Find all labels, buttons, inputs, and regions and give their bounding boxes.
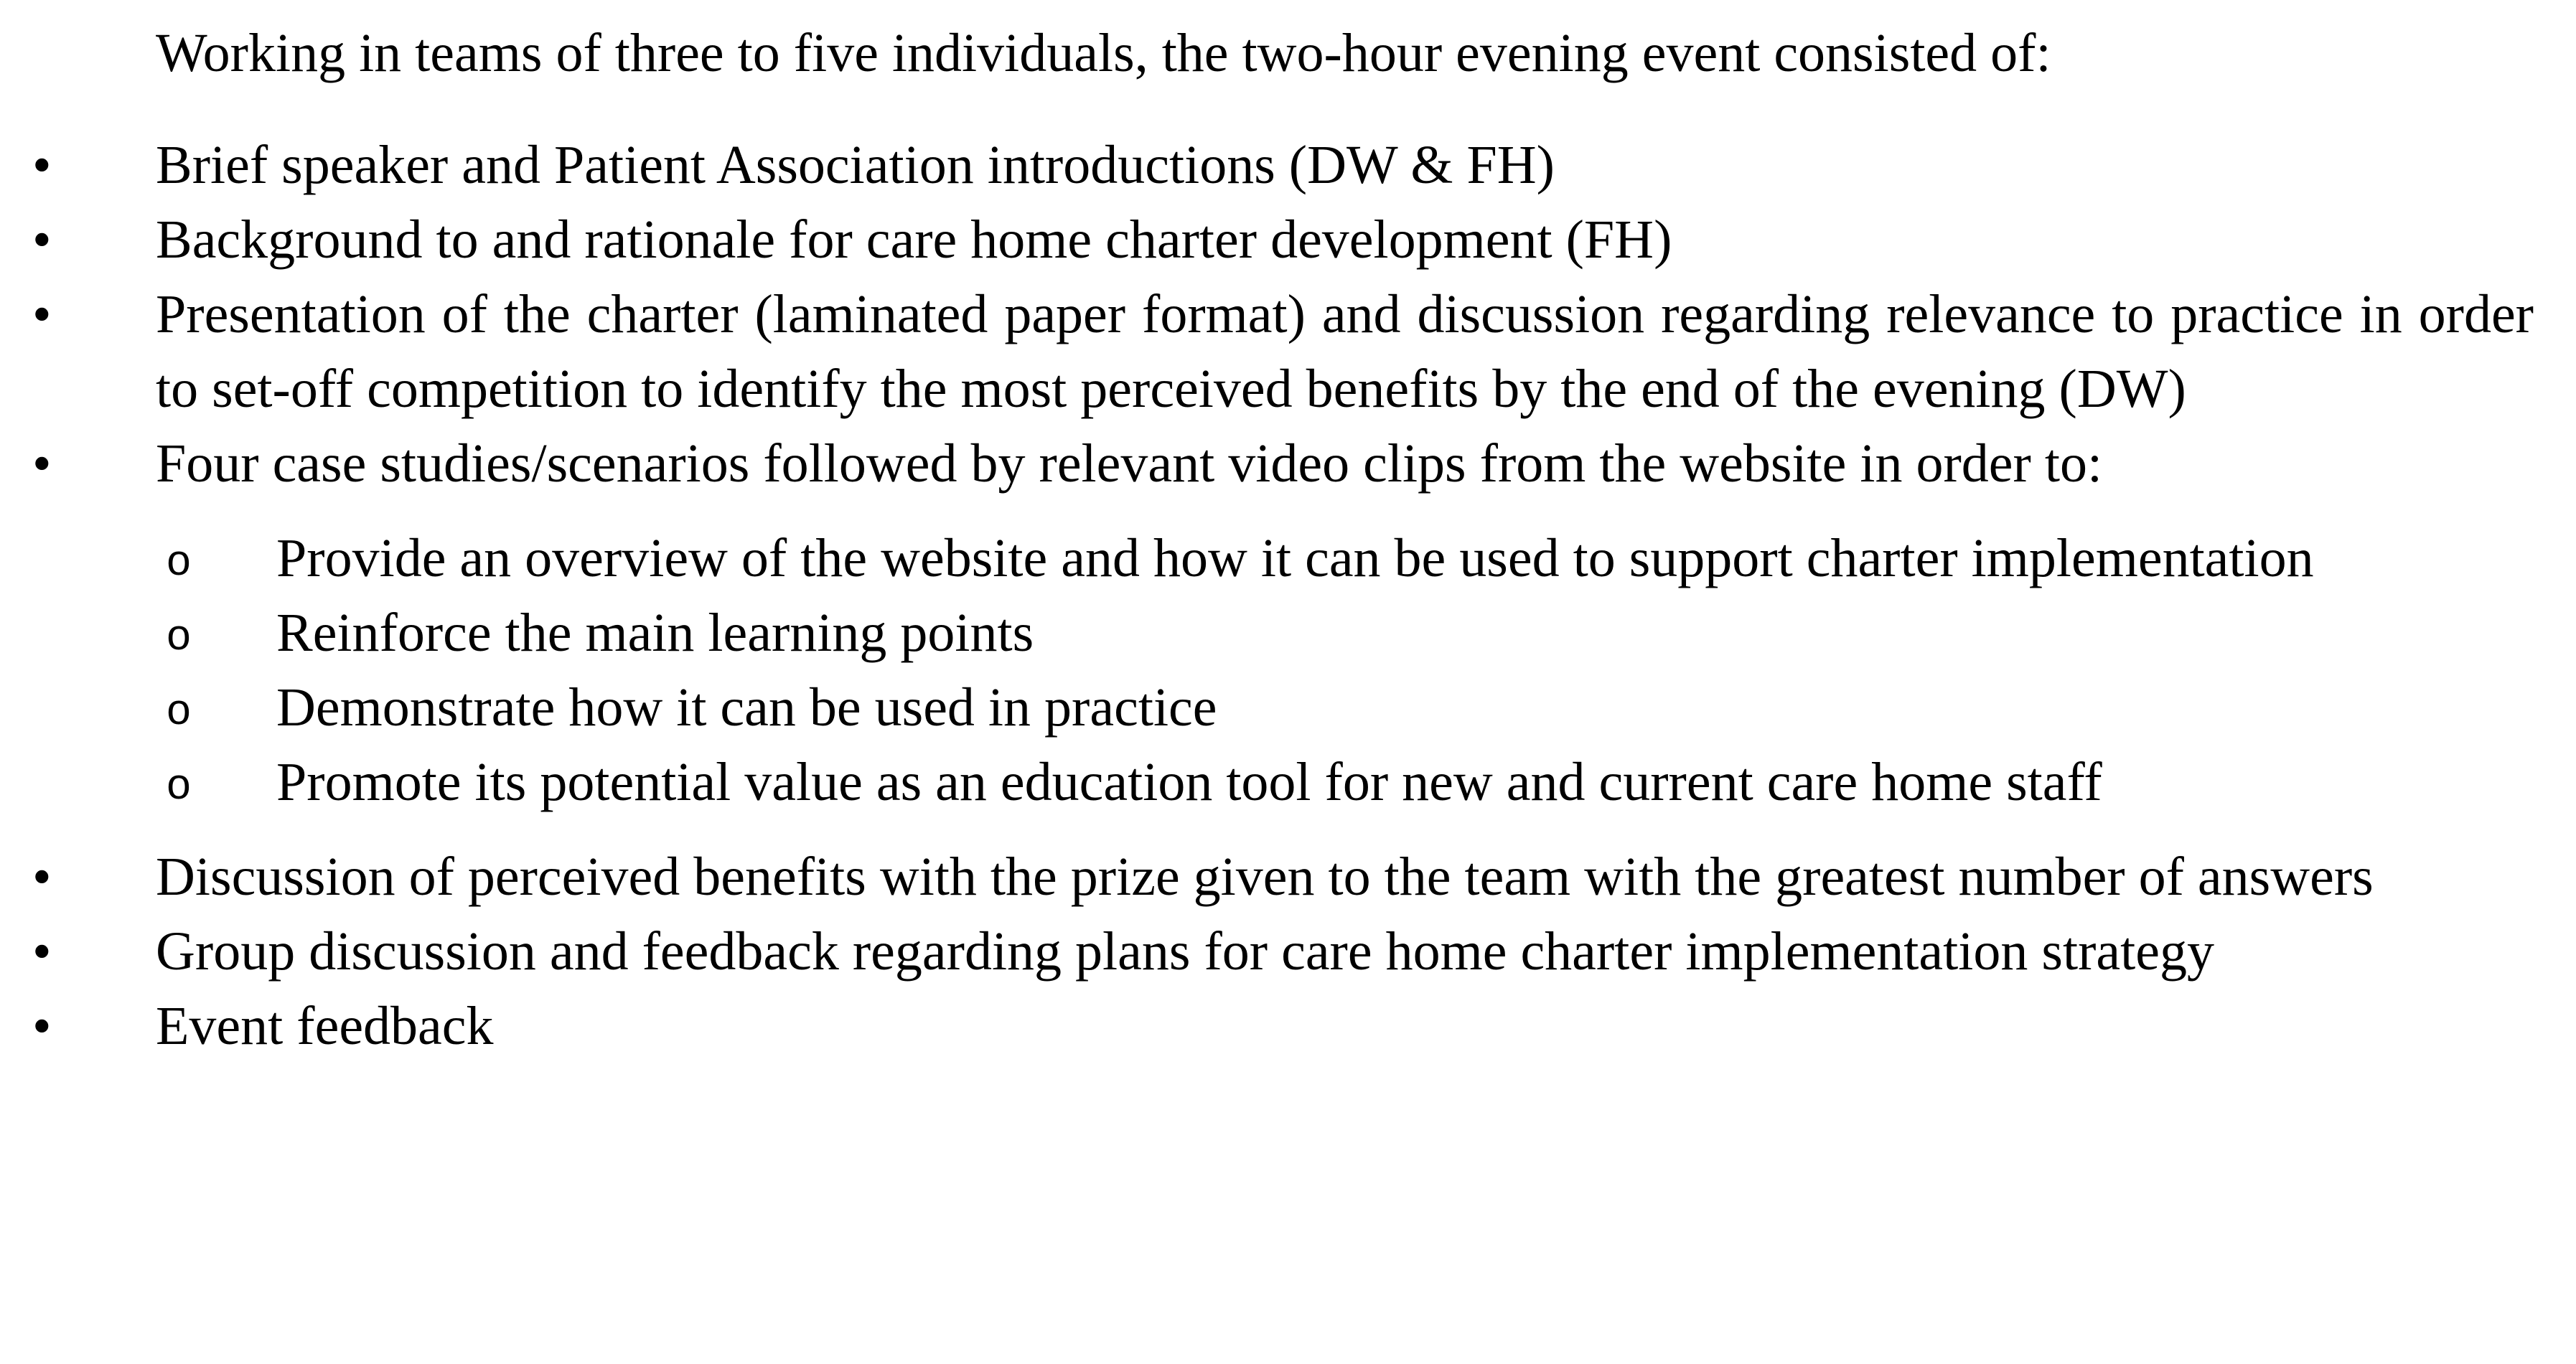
bullet-marker: • xyxy=(32,284,52,344)
bullet-marker: • xyxy=(32,847,52,907)
sub-bullet-list xyxy=(156,521,2534,819)
bullet-marker: • xyxy=(32,210,52,270)
sub-bullet-item xyxy=(156,670,2534,745)
bullet-item xyxy=(32,989,2534,1063)
sub-bullet-marker: o xyxy=(166,614,192,663)
bullet-text: Background to and rationale for care home charter development (FH) xyxy=(156,210,1672,270)
bullet-item xyxy=(32,128,2534,202)
bullet-text: Group discussion and feedback regarding plans for care home charter implementation strategy xyxy=(156,921,2214,982)
sub-bullet-text: Provide an overview of the website and how it can be used to support charter implementation xyxy=(276,528,2314,588)
bullet-list xyxy=(32,128,2534,1063)
sub-bullet-item xyxy=(156,521,2534,596)
bullet-text: Presentation of the charter (laminated paper format) and discussion regarding relevance to practice in order to set-off competition to identify the most perceived benefits by the end of the evening (DW) xyxy=(156,284,2534,419)
sub-bullet-text: Demonstrate how it can be used in practice xyxy=(276,677,1217,738)
bullet-item xyxy=(32,277,2534,426)
bullet-marker: • xyxy=(32,135,52,195)
sub-bullet-marker: o xyxy=(166,689,192,738)
bullet-text: Discussion of perceived benefits with the prize given to the team with the greatest number of answers xyxy=(156,847,2374,907)
bullet-item xyxy=(32,839,2534,914)
bullet-marker: • xyxy=(32,433,52,494)
sub-bullet-item xyxy=(156,596,2534,670)
bullet-text: Brief speaker and Patient Association introductions (DW & FH) xyxy=(156,135,1555,195)
sub-bullet-marker: o xyxy=(166,763,192,812)
intro-paragraph: Working in teams of three to five individuals, the two-hour evening event consisted of: xyxy=(156,23,2051,83)
sub-bullet-marker: o xyxy=(166,540,192,588)
sub-bullet-text: Reinforce the main learning points xyxy=(276,603,1034,663)
sub-bullet-text: Promote its potential value as an education tool for new and current care home staff xyxy=(276,752,2102,812)
bullet-item xyxy=(32,426,2534,501)
bullet-marker: • xyxy=(32,921,52,982)
bullet-item xyxy=(32,914,2534,989)
sub-bullet-item xyxy=(156,745,2534,819)
bullet-text: Four case studies/scenarios followed by relevant video clips from the website in order to: xyxy=(156,433,2103,494)
bullet-text: Event feedback xyxy=(156,996,494,1056)
bullet-marker: • xyxy=(32,996,52,1056)
bullet-item xyxy=(32,202,2534,277)
